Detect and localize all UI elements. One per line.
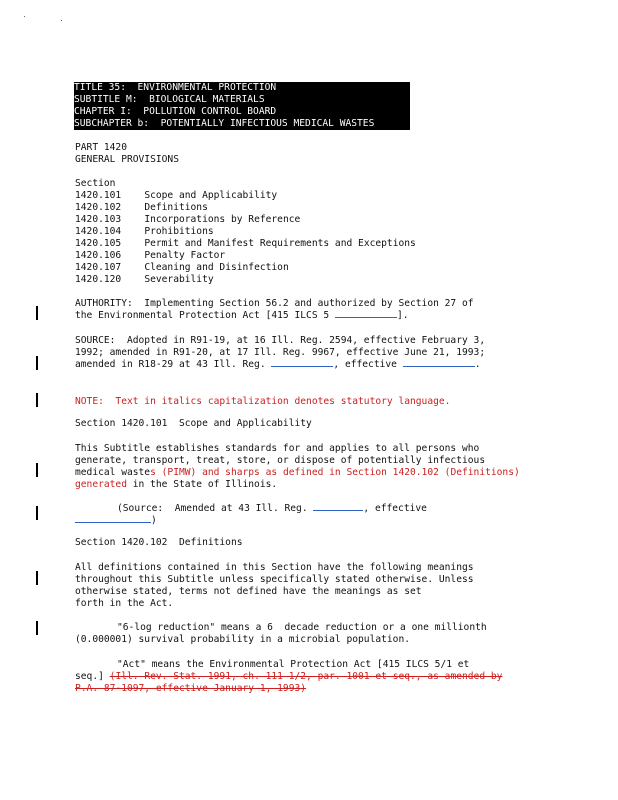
scan-speck xyxy=(24,16,25,17)
toc-item-number: 1420.107 xyxy=(75,262,122,273)
chapter-line: CHAPTER I: POLLUTION CONTROL BOARD xyxy=(74,106,277,117)
source-note-effective: , effective xyxy=(363,503,427,514)
definition-act-deletion: (Ill. Rev. Stat. 1991, ch. 111 1/2, par. 1001 et seq., as amended by xyxy=(109,671,503,682)
toc-item[interactable] xyxy=(75,262,289,274)
revision-bar xyxy=(36,463,38,477)
section-101-source xyxy=(117,503,427,515)
section-102-text: All definitions contained in this Section have the following meanings xyxy=(75,562,474,573)
authority-end: ]. xyxy=(396,310,409,321)
blank-field[interactable] xyxy=(75,522,151,523)
toc-item-number: 1420.105 xyxy=(75,238,122,249)
section-101-text xyxy=(75,479,277,491)
section-102-heading: Section 1420.102 Definitions xyxy=(75,537,243,548)
toc-item-number: 1420.120 xyxy=(75,274,122,285)
section-102-text: forth in the Act. xyxy=(75,598,174,609)
source-end: . xyxy=(474,359,481,370)
toc-item-title: Severability xyxy=(144,274,214,285)
source-note-text: (Source: Amended at 43 Ill. Reg. xyxy=(117,503,308,514)
revision-bar xyxy=(36,356,38,370)
subtitle-line: SUBTITLE M: BIOLOGICAL MATERIALS xyxy=(74,94,265,105)
toc-item-title: Scope and Applicability xyxy=(144,190,278,201)
toc-item[interactable] xyxy=(75,190,277,202)
toc-item-number: 1420.101 xyxy=(75,190,122,201)
source-line-1: SOURCE: Adopted in R91-19, at 16 Ill. Reg. 2594, effective February 3, xyxy=(75,335,486,346)
toc-item-title: Definitions xyxy=(144,202,208,213)
toc-item[interactable] xyxy=(75,226,214,238)
authority-line-1: AUTHORITY: Implementing Section 56.2 and authorized by Section 27 of xyxy=(75,298,474,309)
toc-item-title: Penalty Factor xyxy=(144,250,226,261)
revision-bar xyxy=(36,621,38,635)
toc-item-title: Prohibitions xyxy=(144,226,214,237)
toc-item-number: 1420.106 xyxy=(75,250,122,261)
source-line-3 xyxy=(75,359,481,371)
blank-field[interactable] xyxy=(271,366,333,367)
definition-6-log: "6-log reduction" means a 6 decade reduction or a one millionth xyxy=(117,622,487,633)
toc-item[interactable] xyxy=(75,214,300,226)
blank-field[interactable] xyxy=(335,317,397,318)
toc-item-number: 1420.103 xyxy=(75,214,122,225)
authority-line-2 xyxy=(75,310,409,322)
definition-act-deletion: P.A. 87-1097, effective January 1, 1993) xyxy=(75,683,307,694)
revision-bar xyxy=(36,306,38,320)
toc-item[interactable] xyxy=(75,238,416,250)
source-effective: , effective xyxy=(333,359,397,370)
toc-item-number: 1420.102 xyxy=(75,202,122,213)
definition-act-cont xyxy=(75,683,306,695)
toc-item-number: 1420.104 xyxy=(75,226,122,237)
section-101-text: This Subtitle establishes standards for and applies to all persons who xyxy=(75,443,480,454)
authority-text: the Environmental Protection Act [415 ILCS 5 xyxy=(75,310,330,321)
section-101-text-part: in the State of Illinois. xyxy=(132,479,278,490)
blank-field[interactable] xyxy=(313,510,363,511)
section-101-source-cont xyxy=(75,515,157,527)
section-101-text-part: medical waste xyxy=(75,467,151,478)
toc-item-title: Cleaning and Disinfection xyxy=(144,262,289,273)
revision-bar xyxy=(36,571,38,585)
section-102-text: throughout this Subtitle unless specifically stated otherwise. Unless xyxy=(75,574,474,585)
toc-heading: Section xyxy=(75,178,116,189)
toc-item[interactable] xyxy=(75,274,214,286)
subchapter-line: SUBCHAPTER b: POTENTIALLY INFECTIOUS MEDICAL WASTES xyxy=(74,118,375,129)
section-101-heading: Section 1420.101 Scope and Applicability xyxy=(75,418,312,429)
toc-item[interactable] xyxy=(75,202,208,214)
definition-act-text: seq.] xyxy=(75,671,104,682)
section-101-text xyxy=(75,467,520,479)
section-101-insertion: s (PIMW) and sharps as defined in Section 1420.102 (Definitions) xyxy=(150,467,520,478)
section-102-text: otherwise stated, terms not defined have the meanings as set xyxy=(75,586,422,597)
blank-field[interactable] xyxy=(403,366,475,367)
title-line: TITLE 35: ENVIRONMENTAL PROTECTION xyxy=(74,82,277,93)
toc-item[interactable] xyxy=(75,250,225,262)
source-note-end: ) xyxy=(151,515,157,526)
revision-bar xyxy=(36,506,38,520)
part-number: PART 1420 xyxy=(75,142,127,153)
toc-item-title: Incorporations by Reference xyxy=(144,214,301,225)
definition-6-log-cont: (0.000001) survival probability in a microbial population. xyxy=(75,634,411,645)
scan-speck xyxy=(61,20,62,21)
section-101-text: generate, transport, treat, store, or dispose of potentially infectious xyxy=(75,455,486,466)
section-101-insertion: generated xyxy=(75,479,127,490)
toc-item-title: Permit and Manifest Requirements and Exceptions xyxy=(144,238,416,249)
title-header-block xyxy=(74,82,410,130)
part-name: GENERAL PROVISIONS xyxy=(75,154,179,165)
revision-bar xyxy=(36,393,38,407)
note-line: NOTE: Text in italics capitalization denotes statutory language. xyxy=(75,396,451,407)
source-text: amended in R18-29 at 43 Ill. Reg. xyxy=(75,359,266,370)
definition-act-cont xyxy=(75,671,502,683)
definition-act: "Act" means the Environmental Protection Act [415 ILCS 5/1 et xyxy=(117,659,470,670)
source-line-2: 1992; amended in R91-20, at 17 Ill. Reg. 9967, effective June 21, 1993; xyxy=(75,347,486,358)
